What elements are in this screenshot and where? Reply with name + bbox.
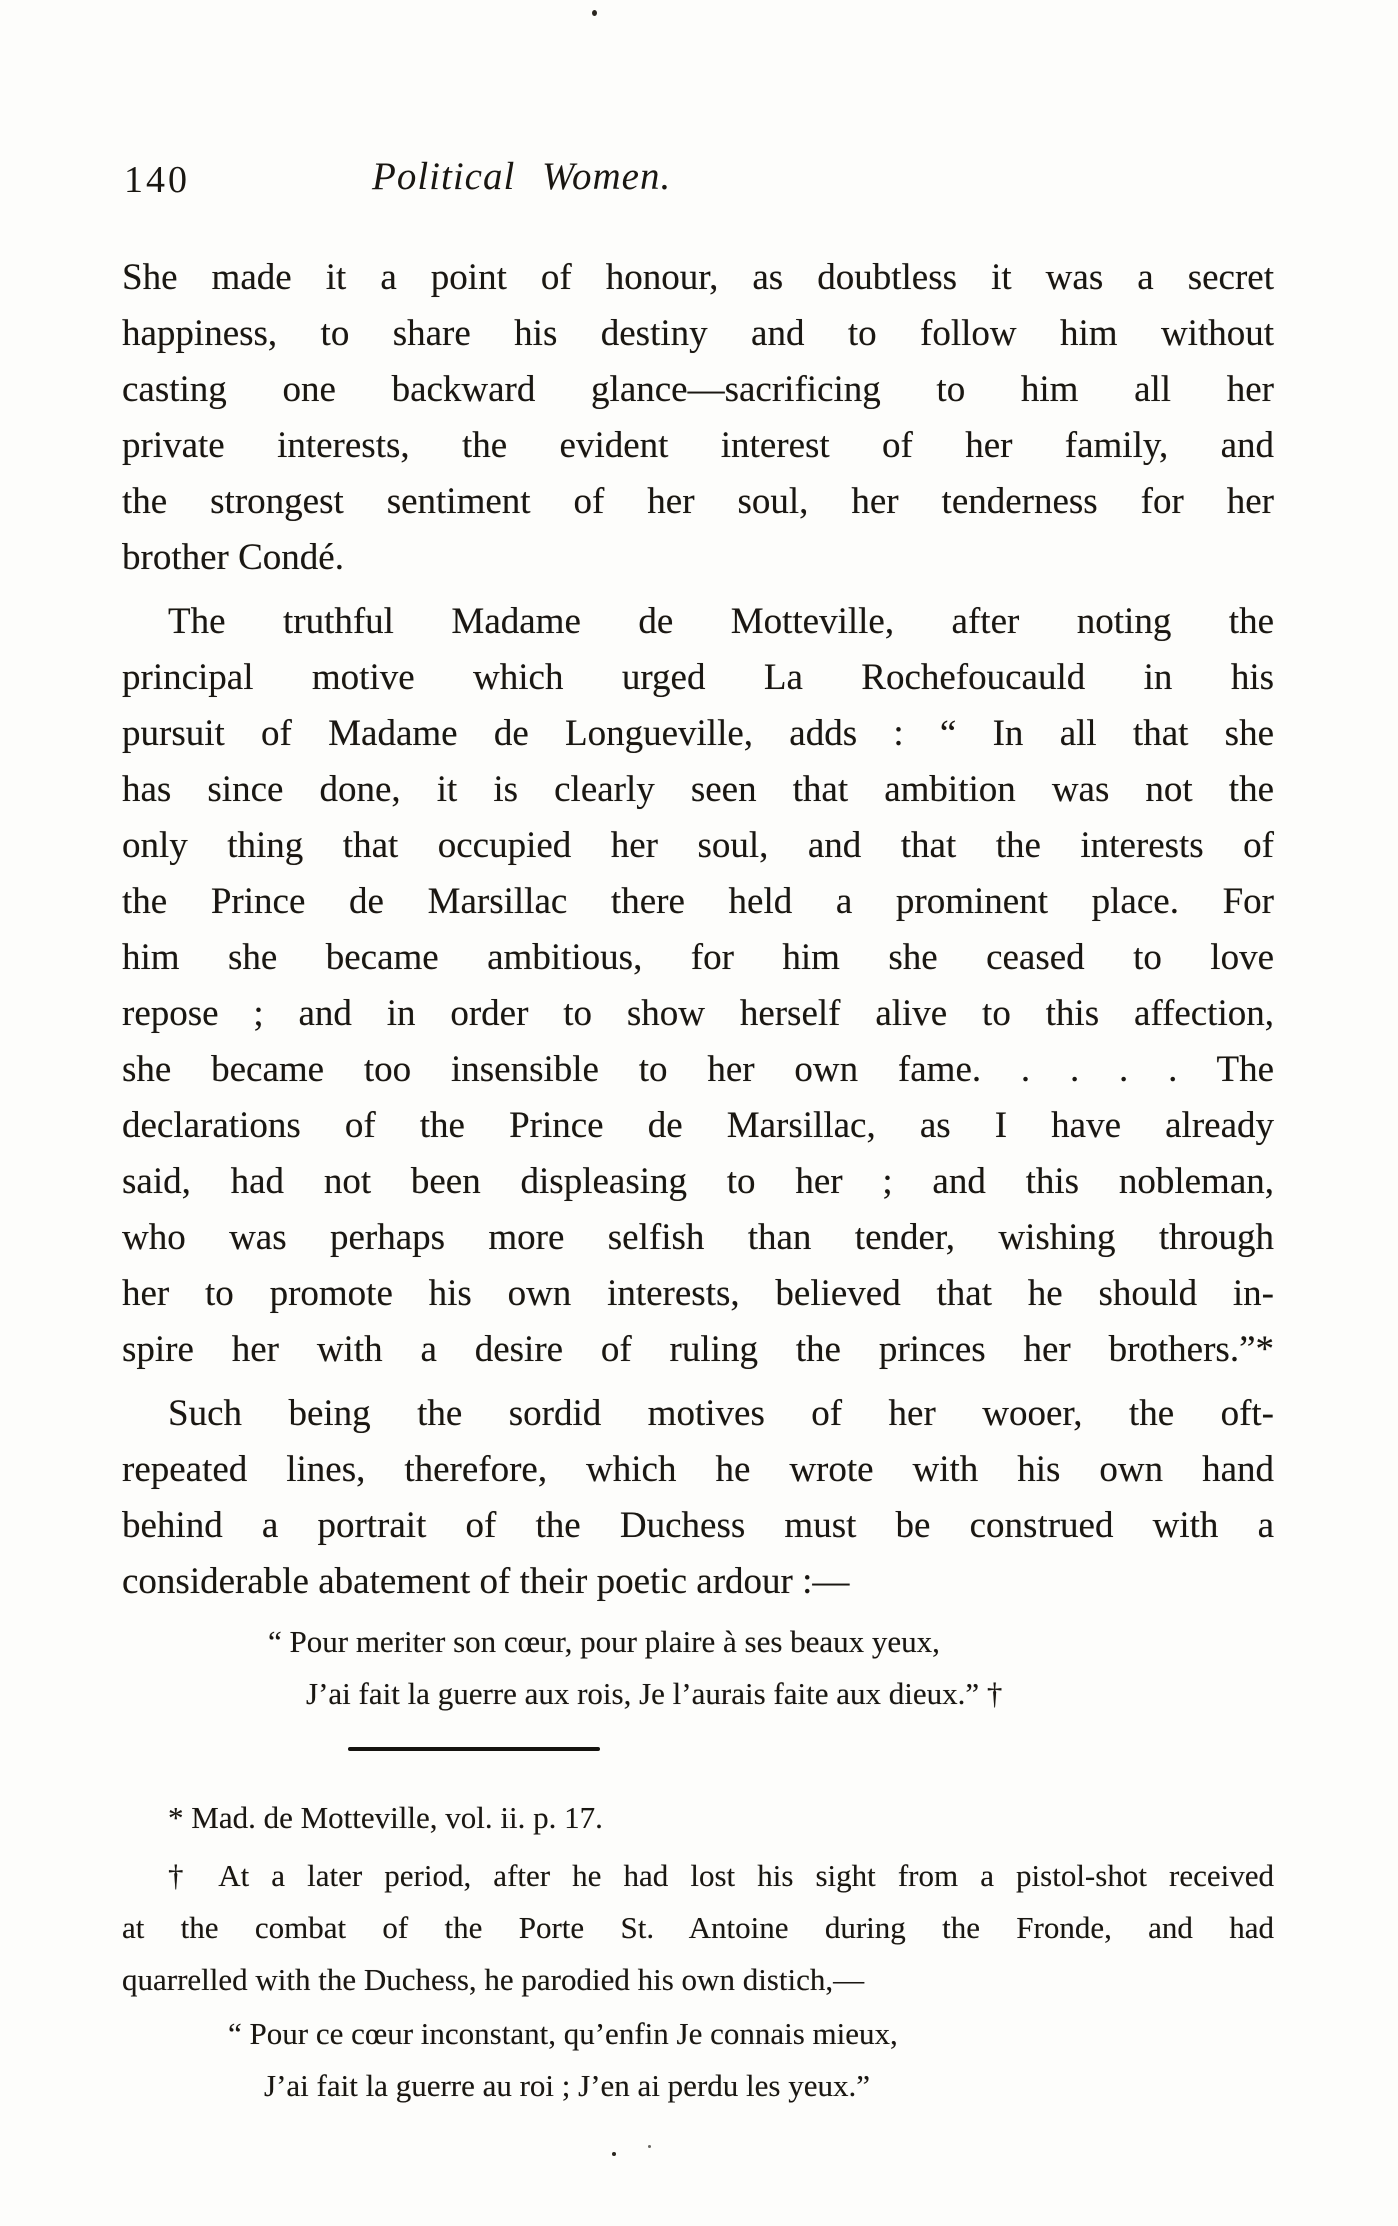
footnote-line: at the combat of the Porte St. Antoine during the Fronde, and had <box>122 1910 1274 1945</box>
verse-line: J’ai fait la guerre aux rois, Je l’aurais faite aux dieux.” † <box>306 1676 1003 1711</box>
paragraph-2 <box>122 594 1274 1378</box>
footnote-line: quarrelled with the Duchess, he parodied his own distich,— <box>122 1962 865 1997</box>
quoted-distich <box>268 1616 1002 1720</box>
text-line: she became too insensible to her own fame. . . . . The <box>122 1049 1274 1090</box>
text-line: private interests, the evident interest of her family, and <box>122 425 1274 466</box>
text-line: her to promote his own interests, believed that he should in- <box>122 1273 1274 1314</box>
text-line: who was perhaps more selfish than tender, wishing through <box>122 1217 1274 1258</box>
text-line: said, had not been displeasing to her ; and this nobleman, <box>122 1161 1274 1202</box>
scan-artifact-dot <box>648 2145 651 2148</box>
page-number: 140 <box>124 159 190 201</box>
text-line: happiness, to share his destiny and to follow him without <box>122 313 1274 354</box>
scan-artifact-dot <box>612 2152 616 2156</box>
footnote-line: † At a later period, after he had lost his sight from a pistol-shot received <box>168 1858 1274 1893</box>
footnote-verse-line: “ Pour ce cœur inconstant, qu’enfin Je connais mieux, <box>228 2016 898 2051</box>
text-line: She made it a point of honour, as doubtless it was a secret <box>122 257 1274 298</box>
text-line: only thing that occupied her soul, and that the interests of <box>122 825 1274 866</box>
text-line: declarations of the Prince de Marsillac, as I have already <box>122 1105 1274 1146</box>
text-line: has since done, it is clearly seen that ambition was not the <box>122 769 1274 810</box>
text-line: The truthful Madame de Motteville, after noting the <box>168 601 1274 642</box>
text-line: the strongest sentiment of her soul, her tenderness for her <box>122 481 1274 522</box>
text-line: repose ; and in order to show herself alive to this affection, <box>122 993 1274 1034</box>
text-line: Such being the sordid motives of her wooer, the oft- <box>168 1393 1274 1434</box>
paragraph-1 <box>122 250 1274 586</box>
footnote-separator-rule <box>348 1747 600 1751</box>
text-line: considerable abatement of their poetic ardour :— <box>122 1561 850 1602</box>
running-title: Political Women. <box>372 155 672 198</box>
footnotes <box>122 1792 1274 2112</box>
text-line: the Prince de Marsillac there held a prominent place. For <box>122 881 1274 922</box>
text-line: spire her with a desire of ruling the princes her brothers.”* <box>122 1329 1274 1370</box>
text-line: behind a portrait of the Duchess must be construed with a <box>122 1505 1274 1546</box>
text-line: brother Condé. <box>122 537 344 578</box>
text-line: him she became ambitious, for him she ceased to love <box>122 937 1274 978</box>
paragraph-3 <box>122 1386 1274 1610</box>
body-text <box>122 250 1274 1610</box>
footnote-verse-line: J’ai fait la guerre au roi ; J’en ai perdu les yeux.” <box>264 2068 870 2103</box>
footnote-line: * Mad. de Motteville, vol. ii. p. 17. <box>168 1800 603 1835</box>
text-line: repeated lines, therefore, which he wrote with his own hand <box>122 1449 1274 1490</box>
footnote-1 <box>122 1792 1274 1844</box>
footnote-2 <box>122 1850 1274 2006</box>
verse-line: “ Pour meriter son cœur, pour plaire à ses beaux yeux, <box>268 1624 940 1659</box>
text-line: casting one backward glance—sacrificing to him all her <box>122 369 1274 410</box>
footnote-distich <box>122 2008 1274 2112</box>
text-line: principal motive which urged La Rochefoucauld in his <box>122 657 1274 698</box>
text-line: pursuit of Madame de Longueville, adds : “ In all that she <box>122 713 1274 754</box>
scan-artifact-dot <box>592 10 597 16</box>
